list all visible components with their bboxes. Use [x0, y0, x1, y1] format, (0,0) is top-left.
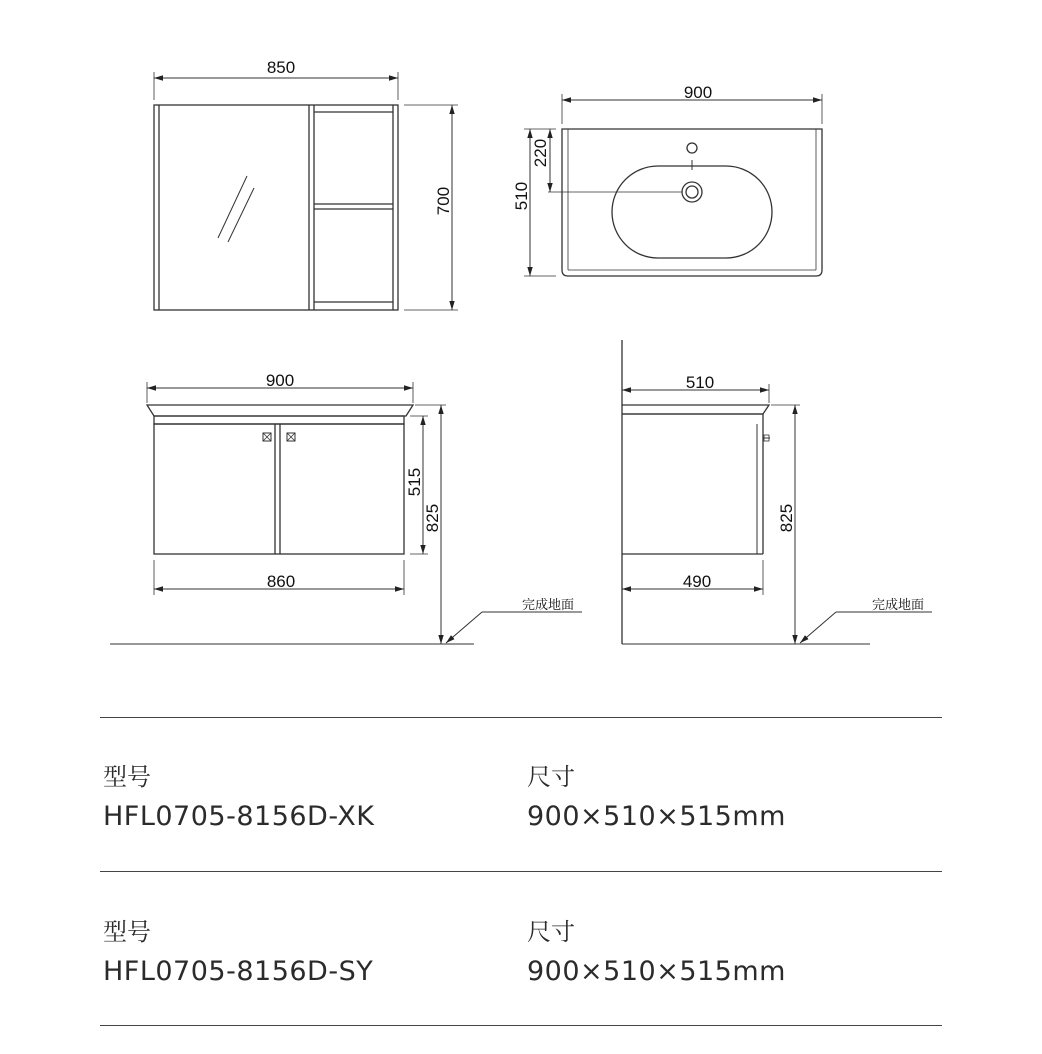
table-divider-top: [100, 717, 942, 718]
front-body-width-label: 860: [266, 572, 296, 591]
side-body-depth-label: 490: [682, 572, 712, 591]
front-floor-height-label: 825: [423, 503, 442, 533]
model-label: 型号: [103, 918, 151, 946]
front-view: [110, 382, 582, 644]
tap-offset-label: 220: [531, 138, 550, 168]
model-label: 型号: [103, 763, 151, 791]
basin-width-label: 900: [683, 83, 713, 102]
size-value: 900×510×515mm: [527, 956, 786, 987]
basin-top-view: [524, 94, 822, 276]
front-top-width-label: 900: [265, 371, 295, 390]
front-cabinet-height-label: 515: [405, 467, 424, 497]
size-value: 900×510×515mm: [527, 801, 786, 832]
side-top-depth-label: 510: [685, 373, 715, 392]
size-label: 尺寸: [527, 918, 575, 946]
basin-depth-label: 510: [512, 181, 531, 211]
mirror-height-label: 700: [434, 186, 453, 216]
side-floor-note: 完成地面: [871, 598, 925, 613]
side-floor-height-label: 825: [777, 503, 796, 533]
mirror-width-label: 850: [266, 58, 296, 77]
size-label: 尺寸: [527, 763, 575, 791]
mirror-cabinet-view: [154, 72, 458, 310]
front-floor-note: 完成地面: [521, 598, 575, 613]
model-value: HFL0705-8156D-SY: [103, 956, 374, 987]
model-value: HFL0705-8156D-XK: [103, 801, 375, 832]
table-divider-bottom: [100, 1025, 942, 1026]
table-divider-middle: [100, 871, 942, 872]
